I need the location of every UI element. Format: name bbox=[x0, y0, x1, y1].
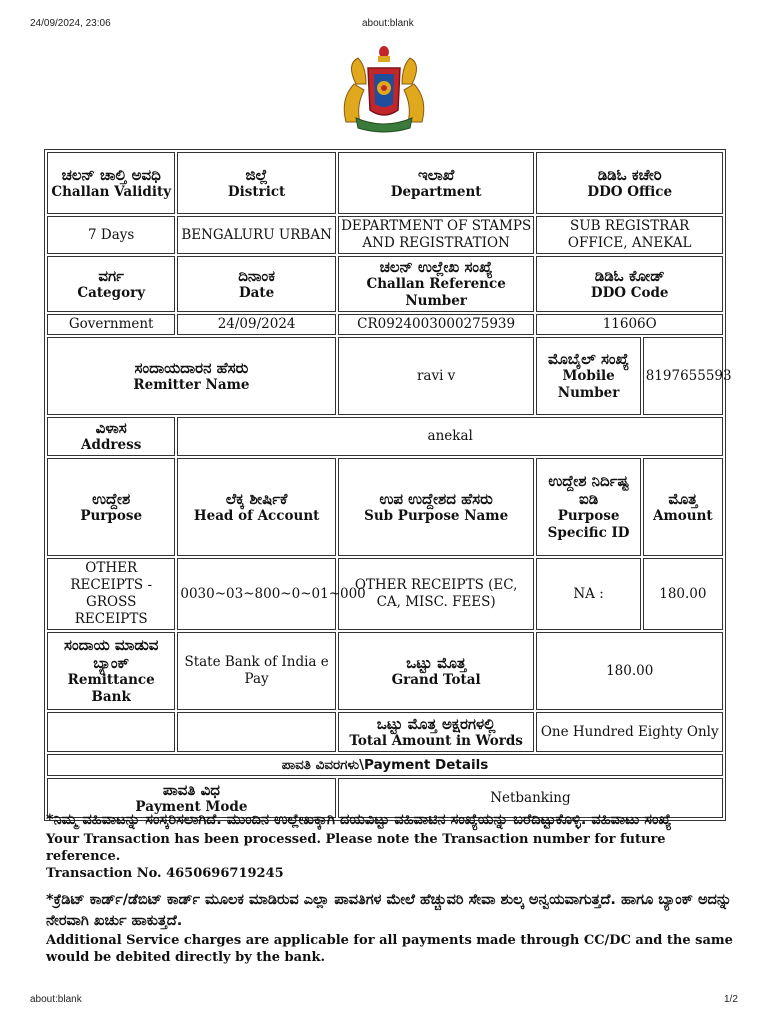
ddo-office-value: SUB REGISTRAR OFFICE, ANEKAL bbox=[536, 216, 723, 254]
department-header: ಇಲಾಖೆ Department bbox=[338, 152, 535, 214]
validity-value: 7 Days bbox=[47, 216, 175, 254]
amount-value: 180.00 bbox=[643, 558, 723, 630]
transaction-number: Transaction No. 4650696719245 bbox=[46, 866, 284, 881]
ddo-code-header: ಡಿಡಿಓ ಕೋಡ್ DDO Code bbox=[536, 256, 723, 312]
service-charge-note-kannada: *ಕ್ರೆಡಿಟ್ ಕಾರ್ಡ್/ಡೆಬಿಟ್ ಕಾರ್ಡ್ ಮೂಲಕ ಮಾಡಿರುವ ಎಲ್ಲಾ ಪಾವತಿಗಳ ಮೇಲೆ ಹೆಚ್ಚುವರಿ ಸೇವಾ ಶುಲ್ಕ ಅನ್ವಯವಾಗುತ್ತದೆ. ಹಾಗೂ ಬ್ಯಾಂಕ್ ಅದನ್ನು ನೇರವಾಗಿ ಖರ್ಚು ಹಾಕುತ್ತದೆ. bbox=[46, 892, 732, 929]
ddo-code-value: 11606O bbox=[536, 314, 723, 335]
karnataka-emblem-icon bbox=[336, 44, 432, 136]
service-charge-note-english: Additional Service charges are applicable for all payments made through CC/DC and the same would be debited directly by the bank. bbox=[46, 933, 733, 965]
reference-value: CR0924003000275939 bbox=[338, 314, 535, 335]
mobile-header: ಮೊಬೈಲ್ ಸಂಖ್ಯೆ Mobile Number bbox=[536, 337, 640, 415]
payment-mode-value: Netbanking bbox=[338, 778, 723, 818]
validity-header: ಚಲನ್ ಚಾಲ್ತಿ ಅವಧಿ Challan Validity bbox=[47, 152, 175, 214]
amount-in-words-value: One Hundred Eighty Only bbox=[536, 712, 723, 752]
address-value: anekal bbox=[177, 417, 723, 456]
category-value: Government bbox=[47, 314, 175, 335]
category-header: ವರ್ಗ Category bbox=[47, 256, 175, 312]
district-value: BENGALURU URBAN bbox=[177, 216, 335, 254]
amount-header: ಮೊತ್ತ Amount bbox=[643, 458, 723, 556]
head-of-account-header: ಲೆಕ್ಕ ಶೀರ್ಷಿಕೆ Head of Account bbox=[177, 458, 335, 556]
payment-mode-header: ಪಾವತಿ ವಿಧ Payment Mode bbox=[47, 778, 336, 818]
purpose-value: OTHER RECEIPTS - GROSS RECEIPTS bbox=[47, 558, 175, 630]
sub-purpose-value: OTHER RECEIPTS (EC, CA, MISC. FEES) bbox=[338, 558, 535, 630]
page-number: 1/2 bbox=[724, 994, 738, 1005]
mobile-value: 8197655593 bbox=[643, 337, 723, 415]
grand-total-header: ಒಟ್ಟು ಮೊತ್ತ Grand Total bbox=[338, 632, 535, 710]
purpose-id-header: ಉದ್ದೇಶ ನಿರ್ದಿಷ್ಟ ಐಡಿ Purpose Specific ID bbox=[536, 458, 640, 556]
print-url: about:blank bbox=[362, 18, 414, 29]
transaction-note-kannada: *ನಿಮ್ಮ ವಹಿವಾಟನ್ನು ಸಂಸ್ಕರಿಸಲಾಗಿದೆ. ಮುಂದಿನ ಉಲ್ಲೇಖಕ್ಕಾಗಿ ದಯವಿಟ್ಟು ವಹಿವಾಟಿನ ಸಂಖ್ಯೆಯನ್ನು ಬರೆದಿಟ್ಟುಕೊಳ್ಳಿ. ವಹಿವಾಟು ಸಂಖ್ಯೆ bbox=[46, 812, 672, 828]
sub-purpose-header: ಉಪ ಉದ್ದೇಶದ ಹೆಸರು Sub Purpose Name bbox=[338, 458, 535, 556]
purpose-id-value: NA : bbox=[536, 558, 640, 630]
remittance-bank-header: ಸಂದಾಯ ಮಾಡುವ ಬ್ಯಾಂಕ್ Remittance Bank bbox=[47, 632, 175, 710]
remitter-name-value: ravi v bbox=[338, 337, 535, 415]
date-header: ದಿನಾಂಕ Date bbox=[177, 256, 335, 312]
district-header: ಜಿಲ್ಲೆ District bbox=[177, 152, 335, 214]
footer-url: about:blank bbox=[30, 994, 82, 1005]
transaction-note-english: Your Transaction has been processed. Please note the Transaction number for future reference. bbox=[46, 832, 666, 864]
head-of-account-value: 0030~03~800~0~01~000 bbox=[177, 558, 335, 630]
remittance-bank-value: State Bank of India e Pay bbox=[177, 632, 335, 710]
empty-cell bbox=[47, 712, 175, 752]
department-value: DEPARTMENT OF STAMPS AND REGISTRATION bbox=[338, 216, 535, 254]
empty-cell bbox=[177, 712, 335, 752]
remitter-name-header: ಸಂದಾಯದಾರನ ಹೆಸರು Remitter Name bbox=[47, 337, 336, 415]
transaction-note bbox=[46, 810, 736, 882]
amount-in-words-header: ಒಟ್ಟು ಮೊತ್ತ ಅಕ್ಷರಗಳಲ್ಲಿ Total Amount in Words bbox=[338, 712, 535, 752]
challan-table bbox=[44, 149, 732, 821]
print-datetime: 24/09/2024, 23:06 bbox=[30, 18, 111, 29]
reference-header: ಚಲನ್ ಉಲ್ಲೇಖ ಸಂಖ್ಯೆ Challan Reference Number bbox=[338, 256, 535, 312]
ddo-office-header: ಡಿಡಿಓ ಕಚೇರಿ DDO Office bbox=[536, 152, 723, 214]
address-header: ವಿಳಾಸ Address bbox=[47, 417, 175, 456]
grand-total-value: 180.00 bbox=[536, 632, 723, 710]
date-value: 24/09/2024 bbox=[177, 314, 335, 335]
payment-details-section: ಪಾವತಿ ವಿವರಗಳು\Payment Details bbox=[47, 754, 723, 776]
purpose-header: ಉದ್ದೇಶ Purpose bbox=[47, 458, 175, 556]
service-charge-note bbox=[46, 890, 736, 966]
